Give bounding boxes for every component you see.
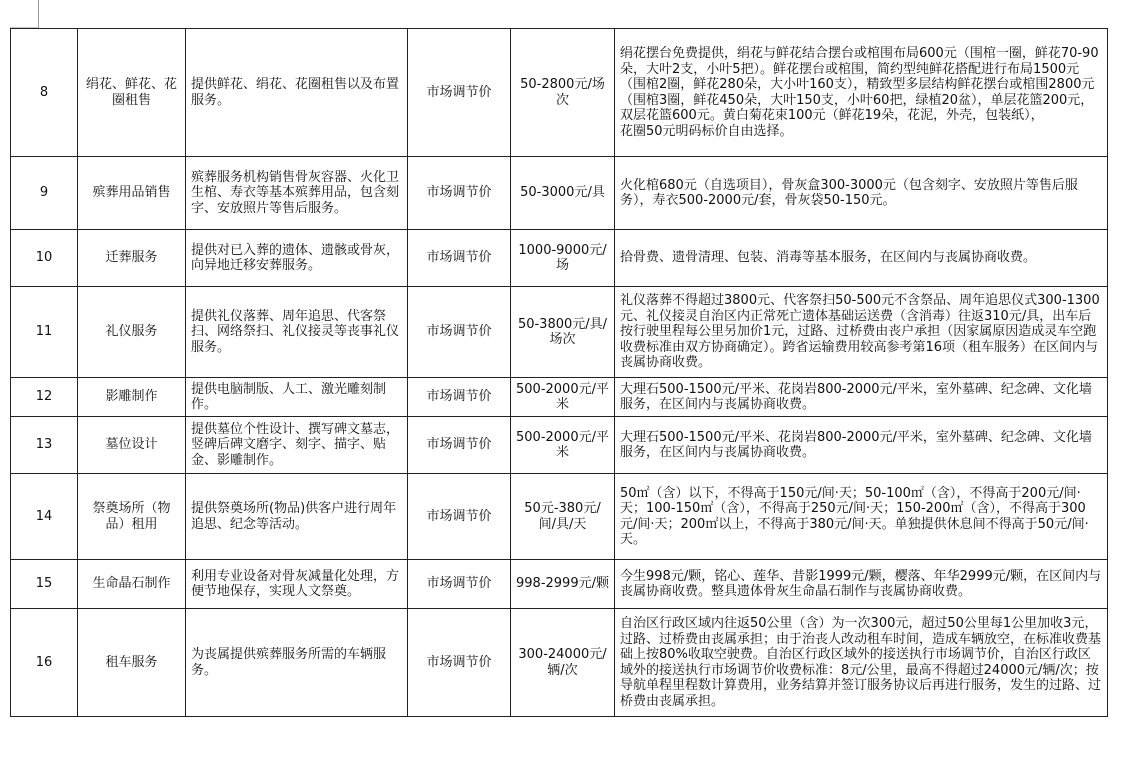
table-row bbox=[11, 474, 1108, 560]
price-range: 500-2000元/平米 bbox=[511, 378, 615, 417]
row-number: 16 bbox=[11, 609, 78, 717]
price-range: 50元-380元/间/具/天 bbox=[511, 474, 615, 560]
table-row bbox=[11, 560, 1108, 609]
price-note: 大理石500-1500元/平米、花岗岩800-2000元/平米，室外墓碑、纪念碑、文化墙服务，在区间内与丧属协商收费。 bbox=[615, 378, 1108, 417]
price-note: 礼仪落葬不得超过3800元、代客祭扫50-500元不含祭品、周年追思仪式300-1300元、礼仪接灵自治区内正常死亡遗体基础运送费（含消毒）往返310元/具，出车后按行驶里程每公里另加价1元，过路、过桥费由丧户承担（因家属原因造成灵车空跑收费标准由双方协商确定）。跨省运输费用较高参考第16项（租车服务）在区间内与丧属协商收费。 bbox=[615, 287, 1108, 378]
service-name: 租车服务 bbox=[78, 609, 186, 717]
service-name: 迁葬服务 bbox=[78, 230, 186, 287]
service-content: 殡葬服务机构销售骨灰容器、火化卫生棺、寿衣等基本殡葬用品，包含刻字、安放照片等售后服务。 bbox=[186, 157, 408, 230]
service-content: 提供礼仪落葬、周年追思、代客祭扫、网络祭扫、礼仪接灵等丧事礼仪服务。 bbox=[186, 287, 408, 378]
price-range: 1000-9000元/场 bbox=[511, 230, 615, 287]
row-number: 9 bbox=[11, 157, 78, 230]
pricing-mode: 市场调节价 bbox=[408, 29, 511, 157]
table-row bbox=[11, 287, 1108, 378]
pricing-mode: 市场调节价 bbox=[408, 230, 511, 287]
price-note-text: 绢花摆台免费提供，绢花与鲜花结合摆台或棺围布局600元（围棺一圈，鲜花70-90朵，大叶2支，小叶5把）。鲜花摆台或棺围，简约型纯鲜花搭配进行布局1500元（围棺2圈，鲜花280朵，大小叶160支），精致型多层结构鲜花摆台或棺围2800元（围棺3圈，鲜花450朵，大叶150支，小叶60把，绿植20盆），单层花篮200元，双层花篮600元。黄白菊花束100元（鲜花19朵，花泥，外壳，包装纸）， bbox=[620, 46, 1099, 123]
service-name: 影雕制作 bbox=[78, 378, 186, 417]
price-note: 大理石500-1500元/平米、花岗岩800-2000元/平米，室外墓碑、纪念碑、文化墙服务，在区间内与丧属协商收费。 bbox=[615, 417, 1108, 474]
price-note: 今生998元/颗，铭心、莲华、昔影1999元/颗，樱落、年华2999元/颗，在区间内与丧属协商收费。整具遗体骨灰生命晶石制作与丧属协商收费。 bbox=[615, 560, 1108, 609]
service-content: 提供电脑制版、人工、激光雕刻制作。 bbox=[186, 378, 408, 417]
service-name: 绢花、鲜花、花圈租售 bbox=[78, 29, 186, 157]
service-content: 提供祭奠场所(物品)供客户进行周年追思、纪念等活动。 bbox=[186, 474, 408, 560]
price-range: 50-2800元/场次 bbox=[511, 29, 615, 157]
pricing-mode: 市场调节价 bbox=[408, 474, 511, 560]
price-range: 50-3000元/具 bbox=[511, 157, 615, 230]
row-number: 15 bbox=[11, 560, 78, 609]
table-row bbox=[11, 29, 1108, 157]
service-name: 生命晶石制作 bbox=[78, 560, 186, 609]
service-content: 提供墓位个性设计、撰写碑文墓志，竖碑后碑文磨字、刻字、描字、贴金、影雕制作。 bbox=[186, 417, 408, 474]
pricing-mode: 市场调节价 bbox=[408, 378, 511, 417]
table-row bbox=[11, 378, 1108, 417]
service-name: 墓位设计 bbox=[78, 417, 186, 474]
service-name: 祭奠场所（物品）租用 bbox=[78, 474, 186, 560]
row-number: 14 bbox=[11, 474, 78, 560]
price-note-text-2: 花圈50元明码标价自由选择。 bbox=[620, 123, 793, 139]
service-content: 利用专业设备对骨灰减量化处理，方便节地保存，实现人文祭奠。 bbox=[186, 560, 408, 609]
table-row bbox=[11, 157, 1108, 230]
price-note: 自治区行政区域内往返50公里（含）为一次300元，超过50公里每1公里加收3元，过路、过桥费由丧属承担；由于治丧人改动租车时间，造成车辆放空，在标准收费基础上按80%收取空驶费。自治区行政区域外的接送执行市场调节价，自治区行政区域外的接送执行市场调节价收费标准：8元/公里，最高不得超过24000元/辆/次；按导航单程里程数计算费用，业务结算并签订服务协议后再进行服务，发生的过路、过桥费由丧属承担。 bbox=[615, 609, 1108, 717]
row-number: 11 bbox=[11, 287, 78, 378]
pricing-mode: 市场调节价 bbox=[408, 157, 511, 230]
page-corner-mark bbox=[38, 0, 39, 28]
row-number: 10 bbox=[11, 230, 78, 287]
row-number: 13 bbox=[11, 417, 78, 474]
price-note: 50㎡（含）以下，不得高于150元/间·天；50-100㎡（含），不得高于200元/间·天；100-150㎡（含），不得高于250元/间·天；150-200㎡（含），不得高于300元/间·天；200㎡以上，不得高于380元/间·天。单独提供休息间不得高于50元/间·天。 bbox=[615, 474, 1108, 560]
pricing-mode: 市场调节价 bbox=[408, 287, 511, 378]
pricing-mode: 市场调节价 bbox=[408, 560, 511, 609]
fee-table bbox=[10, 28, 1108, 717]
table-row bbox=[11, 230, 1108, 287]
row-number: 12 bbox=[11, 378, 78, 417]
service-content: 提供对已入葬的遗体、遗骸或骨灰，向异地迁移安葬服务。 bbox=[186, 230, 408, 287]
price-note: 拾骨费、遗骨清理、包装、消毒等基本服务，在区间内与丧属协商收费。 bbox=[615, 230, 1108, 287]
pricing-mode: 市场调节价 bbox=[408, 609, 511, 717]
price-range: 50-3800元/具/场次 bbox=[511, 287, 615, 378]
price-note bbox=[615, 29, 1108, 157]
service-content: 提供鲜花、绢花、花圈租售以及布置服务。 bbox=[186, 29, 408, 157]
service-name: 礼仪服务 bbox=[78, 287, 186, 378]
row-number: 8 bbox=[11, 29, 78, 157]
pricing-mode: 市场调节价 bbox=[408, 417, 511, 474]
price-range: 300-24000元/辆/次 bbox=[511, 609, 615, 717]
service-content: 为丧属提供殡葬服务所需的车辆服务。 bbox=[186, 609, 408, 717]
table-row bbox=[11, 609, 1108, 717]
table-row bbox=[11, 417, 1108, 474]
price-note: 火化棺680元（自选项目），骨灰盒300-3000元（包含刻字、安放照片等售后服务），寿衣500-2000元/套，骨灰袋50-150元。 bbox=[615, 157, 1108, 230]
price-range: 998-2999元/颗 bbox=[511, 560, 615, 609]
price-range: 500-2000元/平米 bbox=[511, 417, 615, 474]
service-name: 殡葬用品销售 bbox=[78, 157, 186, 230]
